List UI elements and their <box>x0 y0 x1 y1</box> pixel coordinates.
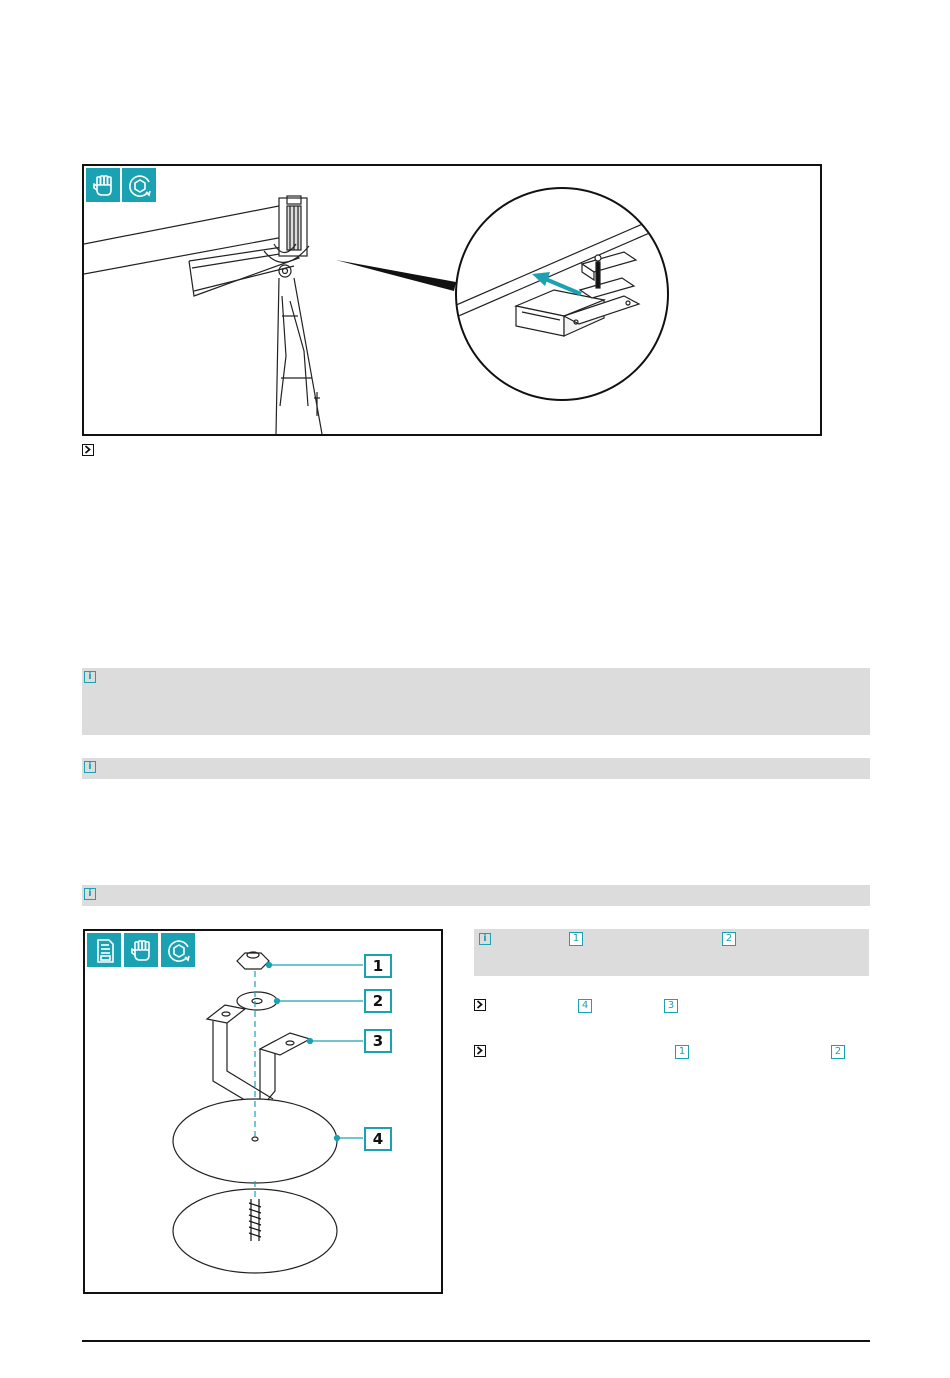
info-note-block <box>82 758 870 779</box>
chevron-right-icon <box>475 1046 484 1055</box>
reference-badge: 1 <box>569 932 583 946</box>
figure-mounting-detail <box>82 164 822 436</box>
info-icon: i <box>479 933 491 945</box>
step-marker <box>474 1045 486 1057</box>
chevron-right-icon <box>83 445 92 454</box>
reference-badge: 1 <box>675 1045 689 1059</box>
info-icon: i <box>84 761 96 773</box>
info-note-block <box>82 885 870 906</box>
footer-rule <box>82 1340 870 1342</box>
callout-1: 1 <box>364 954 392 978</box>
reference-badge: 3 <box>664 999 678 1013</box>
chevron-right-icon <box>475 1000 484 1009</box>
callout-2: 2 <box>364 989 392 1013</box>
reference-badge: 2 <box>722 932 736 946</box>
info-icon: i <box>84 671 96 683</box>
reference-badge: 4 <box>578 999 592 1013</box>
info-note-block <box>82 668 870 735</box>
callout-3: 3 <box>364 1029 392 1053</box>
exploded-drawing <box>85 931 441 1292</box>
info-note-parts <box>474 929 869 976</box>
step-marker <box>82 444 94 456</box>
step-marker <box>474 999 486 1011</box>
figure-exploded-view <box>83 929 443 1294</box>
reference-badge: 2 <box>831 1045 845 1059</box>
info-icon: i <box>84 888 96 900</box>
callout-4: 4 <box>364 1127 392 1151</box>
mounting-drawing <box>84 166 820 434</box>
